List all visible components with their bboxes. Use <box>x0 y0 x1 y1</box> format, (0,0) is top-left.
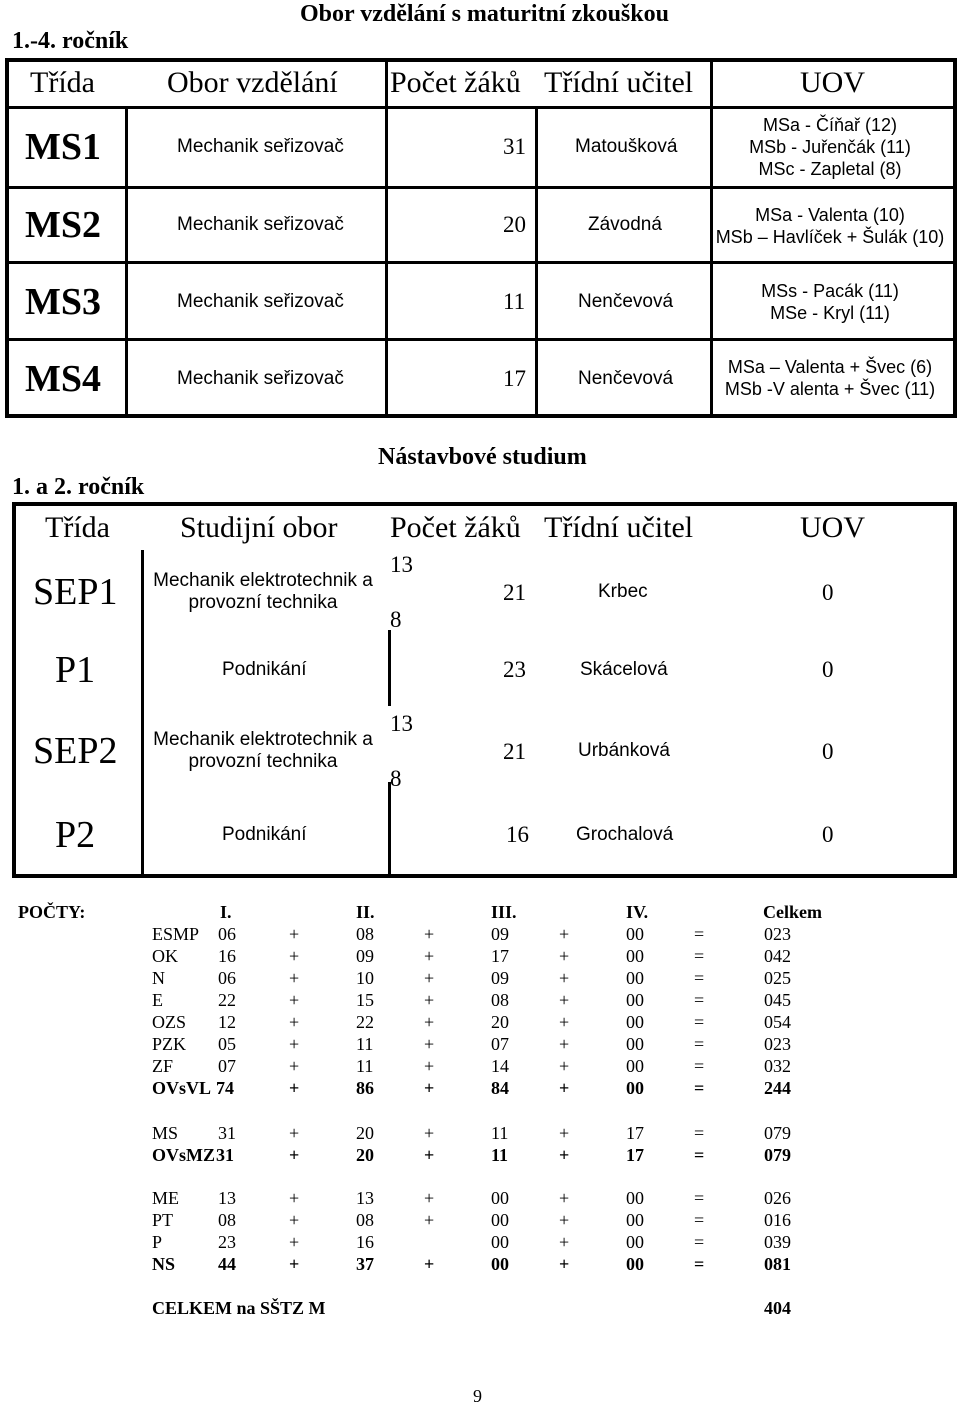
section2-year: 1. a 2. ročník <box>12 474 145 500</box>
counts-row-operator: + <box>424 1034 435 1054</box>
t1-header-count: Počet žáků <box>390 66 521 99</box>
counts-row-operator: = <box>694 1012 705 1032</box>
t1-row3-field: Mechanik seřizovač <box>177 291 344 312</box>
grand-total-value: 404 <box>764 1298 791 1318</box>
counts-row-name: P <box>152 1232 163 1252</box>
counts-header-1: I. <box>220 902 232 922</box>
counts-row-total: 032 <box>764 1056 791 1076</box>
counts-row-operator: + <box>424 1210 435 1230</box>
counts-row-operator: = <box>694 1056 705 1076</box>
counts-row-total: 026 <box>764 1188 791 1208</box>
counts-row-operator: + <box>559 1056 570 1076</box>
counts-row-value: 84 <box>491 1078 509 1098</box>
counts-row-operator: = <box>694 1232 705 1252</box>
t1-row4-uov <box>712 356 948 400</box>
t1-row4-count: 17 <box>503 366 526 391</box>
counts-row-value: 00 <box>491 1188 509 1208</box>
counts-row-value: 13 <box>218 1188 236 1208</box>
counts-row-value: 14 <box>491 1056 509 1076</box>
page-number: 9 <box>473 1386 482 1406</box>
t2-row4-uov: 0 <box>822 822 834 847</box>
t2-header-count: Počet žáků <box>390 511 521 544</box>
counts-row-value: 09 <box>356 946 374 966</box>
counts-row-value: 86 <box>356 1078 374 1098</box>
t2-row1-uov: 0 <box>822 580 834 605</box>
counts-row-value: 07 <box>491 1034 509 1054</box>
counts-row-total: 244 <box>764 1078 791 1098</box>
counts-row-operator: + <box>559 924 570 944</box>
counts-row-operator: + <box>424 990 435 1010</box>
counts-header-2: II. <box>356 902 375 922</box>
t1-row1-field: Mechanik seřizovač <box>177 136 344 157</box>
counts-row-name: ZF <box>152 1056 174 1076</box>
counts-row-value: 00 <box>491 1210 509 1230</box>
t2-row4-code: P2 <box>55 814 96 856</box>
uov-line: MSb -V alenta + Švec (11) <box>724 379 936 399</box>
field-line: provozní technika <box>188 751 338 772</box>
counts-row-value: 00 <box>626 1056 644 1076</box>
t1-row1-code: MS1 <box>25 126 101 168</box>
counts-header-3: III. <box>491 902 517 922</box>
counts-row-operator: + <box>559 1078 570 1098</box>
counts-row-operator: + <box>424 1012 435 1032</box>
t2-row3-count: 21 <box>503 739 526 764</box>
uov-line: MSs - Pacák (11) <box>761 281 899 301</box>
t1-row1-teacher: Matoušková <box>575 136 678 157</box>
counts-row-value: 12 <box>218 1012 236 1032</box>
counts-row-value: 00 <box>491 1232 509 1252</box>
counts-row-operator: + <box>289 946 300 966</box>
counts-row-operator: = <box>694 1210 705 1230</box>
counts-row-value: 00 <box>491 1254 509 1274</box>
counts-row-operator: + <box>559 990 570 1010</box>
counts-row-total: 039 <box>764 1232 791 1252</box>
t2-row1-teacher: Krbec <box>598 581 648 602</box>
t1-row4-field: Mechanik seřizovač <box>177 368 344 389</box>
counts-row-operator: + <box>289 1056 300 1076</box>
counts-row-value: 10 <box>356 968 374 988</box>
t2-header-uov: UOV <box>800 511 865 544</box>
t2-row3-code: SEP2 <box>33 730 118 772</box>
t1-row2-teacher: Závodná <box>588 214 662 235</box>
counts-row-value: 08 <box>491 990 509 1010</box>
counts-row-value: 00 <box>626 1232 644 1252</box>
counts-row-value: 13 <box>356 1188 374 1208</box>
counts-row-value: 00 <box>626 924 644 944</box>
section1-year: 1.-4. ročník <box>12 28 129 54</box>
t1-row2-field: Mechanik seřizovač <box>177 214 344 235</box>
t1-row4-code: MS4 <box>25 358 101 400</box>
t2-row1-count: 21 <box>503 580 526 605</box>
counts-row-value: 20 <box>356 1145 374 1165</box>
counts-row-operator: + <box>289 990 300 1010</box>
counts-row-operator: + <box>559 1232 570 1252</box>
t2-row4-teacher: Grochalová <box>576 824 674 845</box>
counts-row-operator: = <box>694 946 705 966</box>
counts-row-operator: + <box>289 1188 300 1208</box>
counts-row-value: 31 <box>218 1123 236 1143</box>
t2-row4-count: 16 <box>506 822 529 847</box>
counts-row-value: 11 <box>356 1056 374 1076</box>
t2-row2-teacher: Skácelová <box>580 659 668 680</box>
counts-row-value: 17 <box>491 946 509 966</box>
counts-row-total: 079 <box>764 1123 791 1143</box>
counts-row-operator: + <box>289 1123 300 1143</box>
counts-row-operator: + <box>559 1012 570 1032</box>
counts-row-operator: + <box>424 1145 435 1165</box>
table-followup <box>12 502 957 878</box>
counts-row-operator: + <box>289 1232 300 1252</box>
counts-row-operator: + <box>559 1188 570 1208</box>
counts-row-total: 081 <box>764 1254 791 1274</box>
counts-row-total: 025 <box>764 968 791 988</box>
counts-row-total: 023 <box>764 924 791 944</box>
t1-header-teacher: Třídní učitel <box>544 66 694 99</box>
counts-row-operator: + <box>289 1012 300 1032</box>
t1-row3-teacher: Nenčevová <box>578 291 674 312</box>
counts-row-value: 08 <box>218 1210 236 1230</box>
counts-row-operator: = <box>694 1254 705 1274</box>
t1-header-uov: UOV <box>800 66 865 99</box>
t2-header-teacher: Třídní učitel <box>544 511 694 544</box>
counts-header-total: Celkem <box>763 902 822 922</box>
counts-row-name: NS <box>152 1254 176 1274</box>
field-line: Mechanik elektrotechnik a <box>153 729 373 750</box>
counts-row-value: 11 <box>491 1145 509 1165</box>
uov-line: MSe - Kryl (11) <box>770 303 890 323</box>
counts-row-operator: = <box>694 968 705 988</box>
counts-row-operator: + <box>424 946 435 966</box>
counts-row-value: 09 <box>491 924 509 944</box>
counts-row-operator: + <box>289 1034 300 1054</box>
counts-row-value: 08 <box>356 924 374 944</box>
uov-line: MSb - Juřenčák (11) <box>749 137 911 157</box>
counts-row-total: 016 <box>764 1210 791 1230</box>
uov-line: MSb – Havlíček + Šulák (10) <box>715 227 945 247</box>
counts-row-operator: = <box>694 1034 705 1054</box>
counts-row-value: 11 <box>356 1034 374 1054</box>
counts-row-name: OZS <box>152 1012 187 1032</box>
t2-row3-sub-bottom: 8 <box>390 766 402 791</box>
counts-row-value: 74 <box>216 1078 234 1098</box>
counts-row-name: OVsVL <box>152 1078 212 1098</box>
t2-header-field: Studijní obor <box>180 511 338 544</box>
counts-row-operator: + <box>289 1210 300 1230</box>
counts-row-value: 37 <box>356 1254 374 1274</box>
t2-row3-teacher: Urbánková <box>578 740 670 761</box>
counts-row-name: OVsMZ <box>152 1145 215 1165</box>
counts-header-4: IV. <box>626 902 649 922</box>
t1-header-field: Obor vzdělání <box>167 66 338 99</box>
t1-row4-teacher: Nenčevová <box>578 368 674 389</box>
counts-row-name: MS <box>152 1123 179 1143</box>
counts-row-name: PZK <box>152 1034 187 1054</box>
section2-title: Nástavbové studium <box>378 444 587 470</box>
counts-row-name: PT <box>152 1210 174 1230</box>
counts-row-operator: = <box>694 1078 705 1098</box>
counts-row-value: 15 <box>356 990 374 1010</box>
counts-row-operator: = <box>694 924 705 944</box>
counts-row-value: 00 <box>626 1034 644 1054</box>
counts-row-operator: + <box>424 1188 435 1208</box>
t1-row3-uov <box>712 280 948 324</box>
t2-row1-field <box>148 570 378 614</box>
counts-row-total: 079 <box>764 1145 791 1165</box>
counts-row-operator: + <box>559 1254 570 1274</box>
counts-row-operator: + <box>424 1123 435 1143</box>
counts-row-operator: + <box>289 1078 300 1098</box>
counts-row-value: 00 <box>626 968 644 988</box>
counts-row-value: 08 <box>356 1210 374 1230</box>
counts-row-value: 09 <box>491 968 509 988</box>
counts-row-value: 17 <box>626 1123 644 1143</box>
uov-line: MSa - Číňař (12) <box>762 115 898 135</box>
counts-row-total: 023 <box>764 1034 791 1054</box>
uov-line: MSc - Zapletal (8) <box>758 159 902 179</box>
t2-row2-field: Podnikání <box>222 659 307 680</box>
t1-header-class: Třída <box>30 66 95 99</box>
counts-row-value: 00 <box>626 1188 644 1208</box>
counts-row-operator: = <box>694 1188 705 1208</box>
t1-row2-count: 20 <box>503 212 526 237</box>
counts-row-operator: + <box>559 968 570 988</box>
t2-row3-sub-top: 13 <box>390 711 413 736</box>
counts-row-name: E <box>152 990 163 1010</box>
t2-row3-uov: 0 <box>822 739 834 764</box>
counts-row-operator: + <box>289 924 300 944</box>
counts-row-operator: + <box>289 1254 300 1274</box>
counts-row-value: 20 <box>491 1012 509 1032</box>
counts-row-value: 06 <box>218 968 236 988</box>
uov-line: MSa - Valenta (10) <box>755 205 905 225</box>
counts-row-operator: + <box>559 1123 570 1143</box>
counts-row-name: N <box>152 968 165 988</box>
counts-row-value: 44 <box>218 1254 236 1274</box>
counts-row-operator: = <box>694 990 705 1010</box>
t2-row2-uov: 0 <box>822 657 834 682</box>
t1-row1-uov <box>712 114 948 180</box>
counts-row-value: 06 <box>218 924 236 944</box>
t2-row1-sub-top: 13 <box>390 552 413 577</box>
grand-total-label: CELKEM na SŠTZ M <box>152 1298 326 1318</box>
t1-row1-count: 31 <box>503 134 526 159</box>
counts-row-name: OK <box>152 946 178 966</box>
counts-row-value: 17 <box>626 1145 644 1165</box>
counts-row-value: 16 <box>218 946 236 966</box>
counts-row-operator: + <box>424 924 435 944</box>
counts-row-operator: + <box>559 1034 570 1054</box>
counts-row-value: 20 <box>356 1123 374 1143</box>
counts-label: POČTY: <box>18 902 86 922</box>
counts-row-operator: + <box>424 1078 435 1098</box>
counts-row-value: 16 <box>356 1232 374 1252</box>
counts-row-operator: + <box>559 1145 570 1165</box>
field-line: provozní technika <box>188 592 338 613</box>
t2-row1-sub-bottom: 8 <box>390 607 402 632</box>
counts-row-value: 05 <box>218 1034 236 1054</box>
counts-row-value: 23 <box>218 1232 236 1252</box>
t1-row2-code: MS2 <box>25 204 101 246</box>
t2-row1-code: SEP1 <box>33 571 118 613</box>
counts-row-name: ME <box>152 1188 179 1208</box>
t2-row3-field <box>148 729 378 773</box>
counts-row-total: 045 <box>764 990 791 1010</box>
t2-row2-code: P1 <box>55 649 96 691</box>
counts-row-operator: + <box>559 946 570 966</box>
counts-row-value: 11 <box>491 1123 509 1143</box>
counts-row-total: 042 <box>764 946 791 966</box>
counts-row-operator: + <box>289 1145 300 1165</box>
counts-row-value: 22 <box>218 990 236 1010</box>
counts-row-operator: = <box>694 1145 705 1165</box>
counts-row-operator: + <box>289 968 300 988</box>
t2-header-class: Třída <box>45 511 110 544</box>
section1-title: Obor vzdělání s maturitní zkouškou <box>300 1 669 27</box>
counts-row-value: 00 <box>626 1078 644 1098</box>
uov-line: MSa – Valenta + Švec (6) <box>727 357 933 377</box>
t2-row2-count: 23 <box>503 657 526 682</box>
counts-row-operator: + <box>424 1254 435 1274</box>
counts-row-total: 054 <box>764 1012 791 1032</box>
counts-row-operator: + <box>424 1056 435 1076</box>
counts-row-value: 22 <box>356 1012 374 1032</box>
counts-row-value: 00 <box>626 1012 644 1032</box>
counts-row-operator: + <box>559 1210 570 1230</box>
counts-row-operator: + <box>424 968 435 988</box>
counts-row-value: 00 <box>626 990 644 1010</box>
t1-row3-code: MS3 <box>25 281 101 323</box>
counts-row-value: 00 <box>626 1254 644 1274</box>
t1-row2-uov <box>712 204 948 248</box>
counts-row-operator: = <box>694 1123 705 1143</box>
counts-row-value: 00 <box>626 946 644 966</box>
t1-row3-count: 11 <box>503 289 526 314</box>
field-line: Mechanik elektrotechnik a <box>153 570 373 591</box>
t2-row4-field: Podnikání <box>222 824 307 845</box>
counts-row-value: 07 <box>218 1056 236 1076</box>
counts-row-name: ESMP <box>152 924 200 944</box>
counts-row-value: 00 <box>626 1210 644 1230</box>
counts-row-value: 31 <box>216 1145 234 1165</box>
